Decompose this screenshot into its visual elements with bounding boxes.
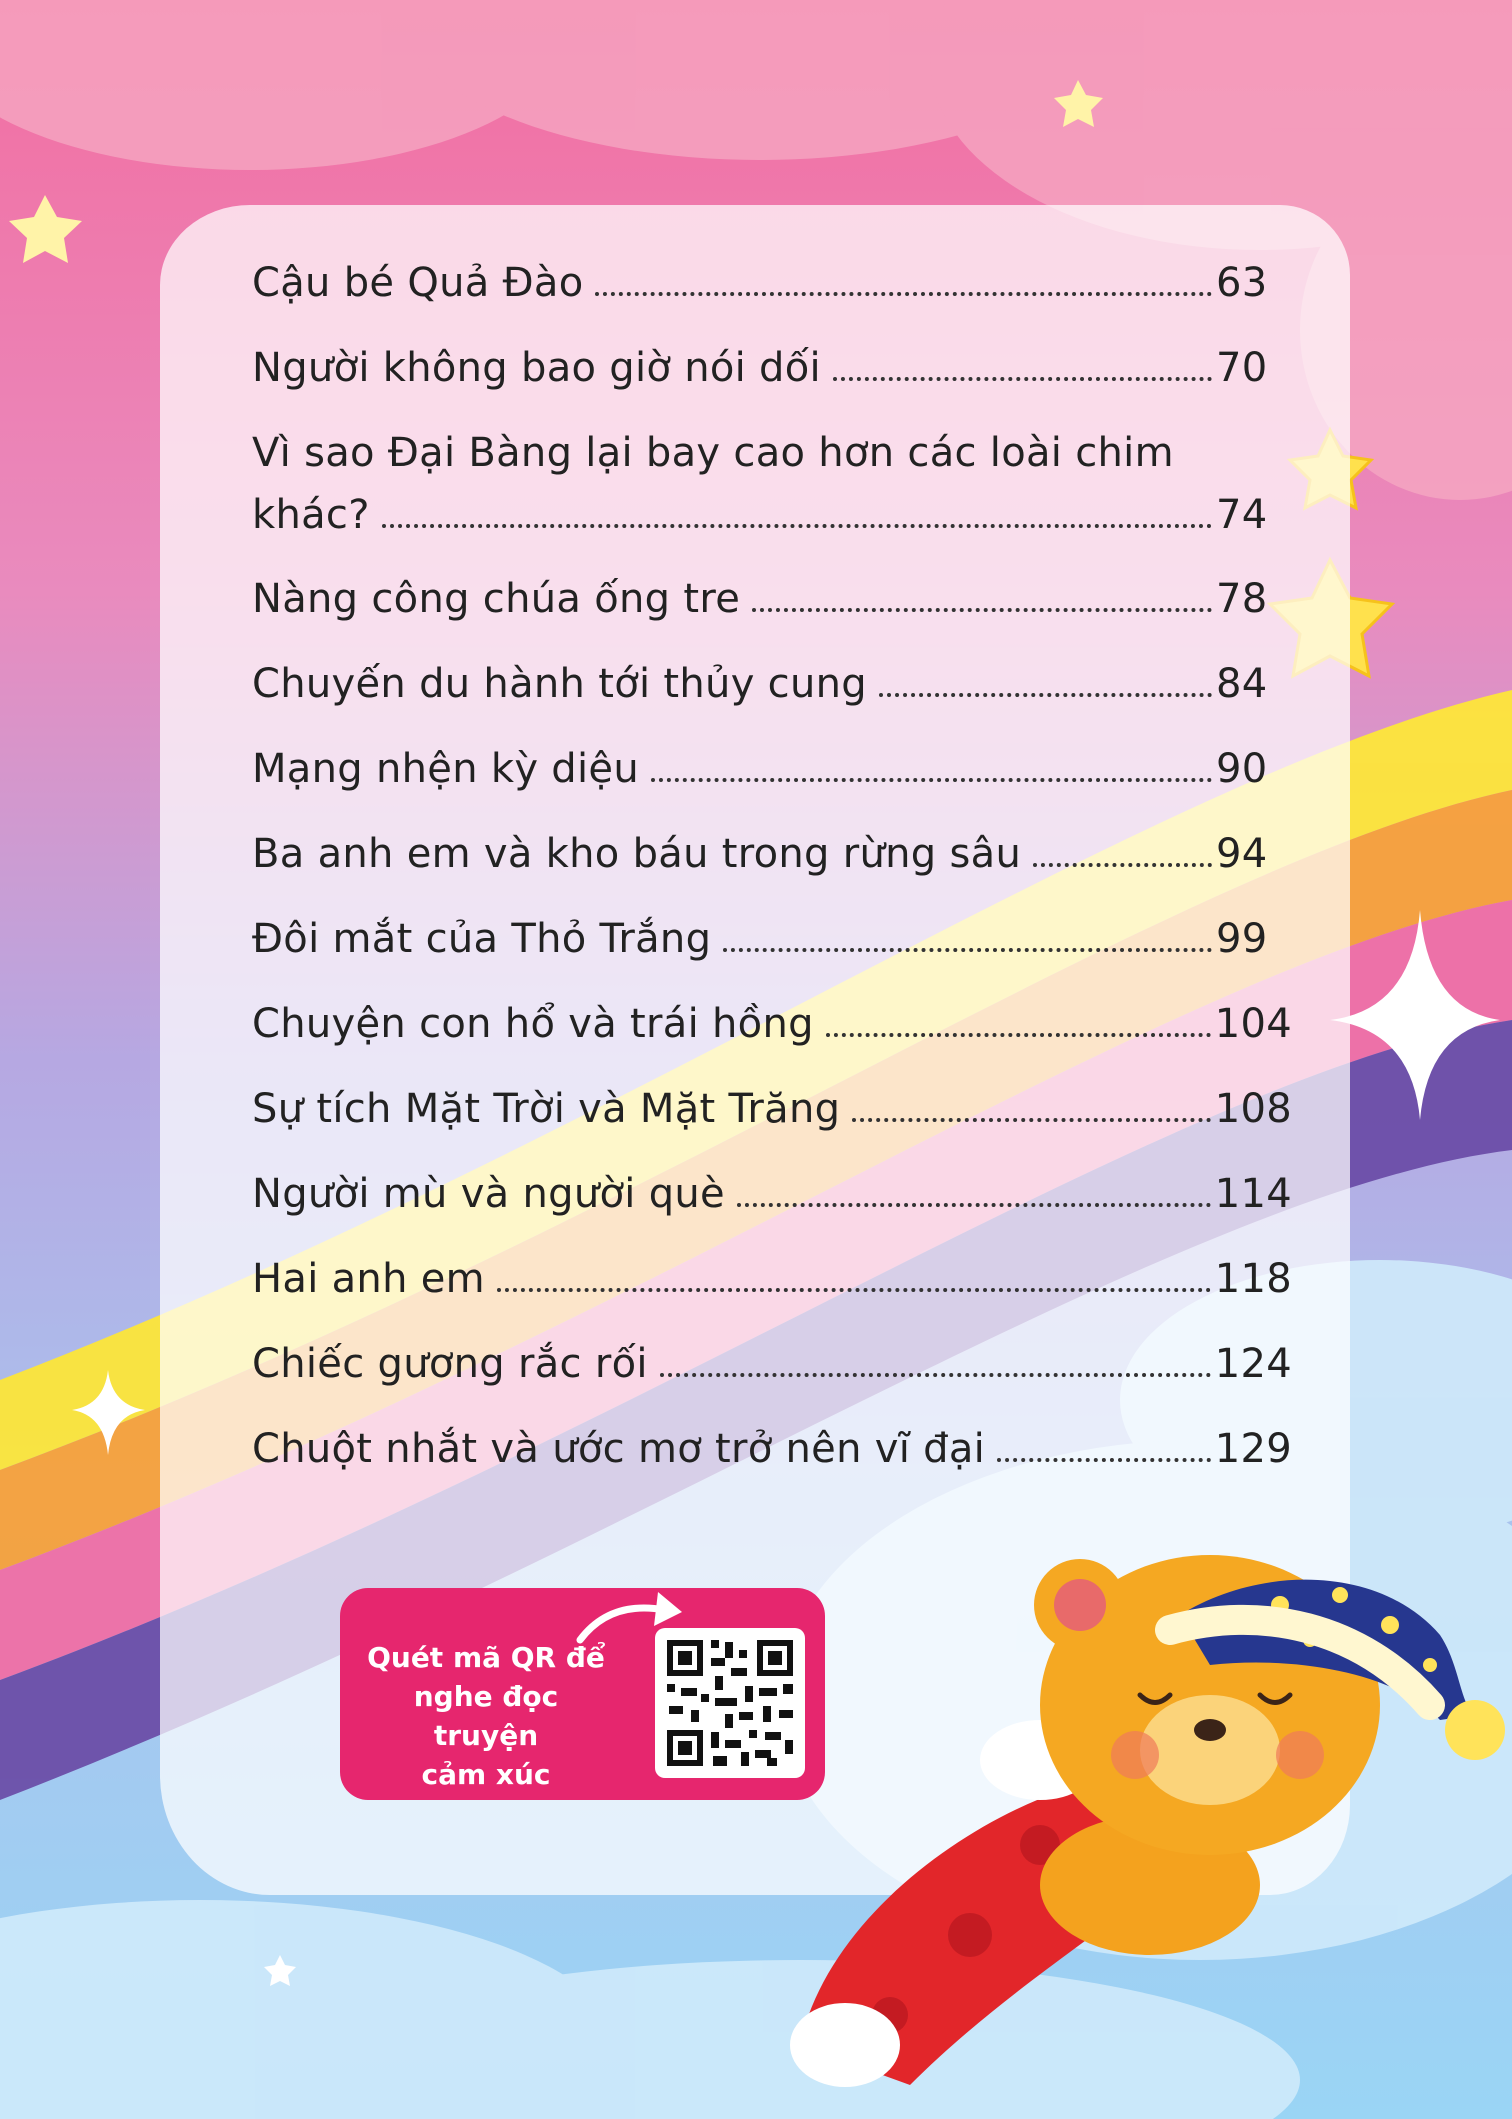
toc-entry-title: Sự tích Mặt Trời và Mặt Trăng — [252, 1086, 841, 1132]
toc-entry-page: 114 — [1214, 1171, 1292, 1217]
toc-entry-page: 129 — [1214, 1426, 1292, 1472]
toc-entry-page: 78 — [1216, 576, 1268, 622]
toc-entry[interactable] — [252, 430, 1292, 576]
toc-entry-page: 74 — [1216, 492, 1268, 538]
dot-leader — [879, 693, 1212, 697]
toc-entry[interactable] — [252, 661, 1292, 746]
toc-entry-page: 99 — [1216, 916, 1268, 962]
toc-entry[interactable] — [252, 916, 1292, 1001]
toc-entry-page: 124 — [1214, 1341, 1292, 1387]
toc-entry-page: 104 — [1214, 1001, 1292, 1047]
toc-entry[interactable] — [252, 1426, 1292, 1511]
toc-entry-title-line2: khác? — [252, 492, 370, 538]
table-of-contents — [252, 260, 1292, 1511]
sleeping-bear-illustration — [740, 1545, 1512, 2105]
toc-entry[interactable] — [252, 1001, 1292, 1086]
dot-leader — [651, 778, 1212, 782]
toc-entry-title: Chuyến du hành tới thủy cung — [252, 661, 867, 707]
dot-leader — [723, 948, 1212, 952]
dot-leader — [1033, 863, 1212, 867]
toc-entry-page: 63 — [1216, 260, 1268, 306]
toc-entry-page: 108 — [1214, 1086, 1292, 1132]
toc-entry[interactable] — [252, 746, 1292, 831]
dot-leader — [660, 1373, 1211, 1377]
dot-leader — [595, 292, 1212, 296]
toc-entry-page: 84 — [1216, 661, 1268, 707]
dot-leader — [997, 1458, 1211, 1462]
toc-entry-title: Chiếc gương rắc rối — [252, 1341, 648, 1387]
toc-entry-title: Nàng công chúa ống tre — [252, 576, 741, 622]
toc-entry-page: 90 — [1216, 746, 1268, 792]
toc-entry-title: Người mù và người què — [252, 1171, 725, 1217]
dot-leader — [382, 524, 1212, 528]
toc-entry[interactable] — [252, 1171, 1292, 1256]
toc-entry[interactable] — [252, 1256, 1292, 1341]
dot-leader — [737, 1203, 1211, 1207]
toc-entry-title: Người không bao giờ nói dối — [252, 345, 821, 391]
toc-entry-title: Chuyện con hổ và trái hồng — [252, 1001, 814, 1047]
qr-caption-line: cảm xúc — [421, 1758, 551, 1791]
toc-entry-page: 94 — [1216, 831, 1268, 877]
toc-entry-title: Hai anh em — [252, 1256, 485, 1302]
toc-entry[interactable] — [252, 260, 1292, 345]
toc-entry-page: 70 — [1216, 345, 1268, 391]
toc-entry-title: Mạng nhện kỳ diệu — [252, 746, 639, 792]
qr-caption-line: Quét mã QR để — [367, 1641, 605, 1674]
qr-caption-line: nghe đọc truyện — [413, 1680, 559, 1752]
toc-entry-page: 118 — [1214, 1256, 1292, 1302]
dot-leader — [497, 1288, 1211, 1292]
toc-entry-title: Chuột nhắt và ước mơ trở nên vĩ đại — [252, 1426, 986, 1472]
toc-entry[interactable] — [252, 576, 1292, 661]
toc-entry[interactable] — [252, 1086, 1292, 1171]
toc-entry[interactable] — [252, 1341, 1292, 1426]
toc-entry-title: Đôi mắt của Thỏ Trắng — [252, 916, 712, 962]
dot-leader — [752, 608, 1212, 612]
toc-entry-title-line1: Vì sao Đại Bàng lại bay cao hơn các loài chim — [252, 430, 1174, 476]
toc-entry-title: Cậu bé Quả Đào — [252, 260, 584, 306]
toc-entry[interactable] — [252, 345, 1292, 430]
toc-entry-title: Ba anh em và kho báu trong rừng sâu — [252, 831, 1022, 877]
toc-entry[interactable] — [252, 831, 1292, 916]
qr-caption — [366, 1638, 606, 1794]
dot-leader — [833, 377, 1212, 381]
dot-leader — [852, 1118, 1210, 1122]
dot-leader — [826, 1033, 1211, 1037]
